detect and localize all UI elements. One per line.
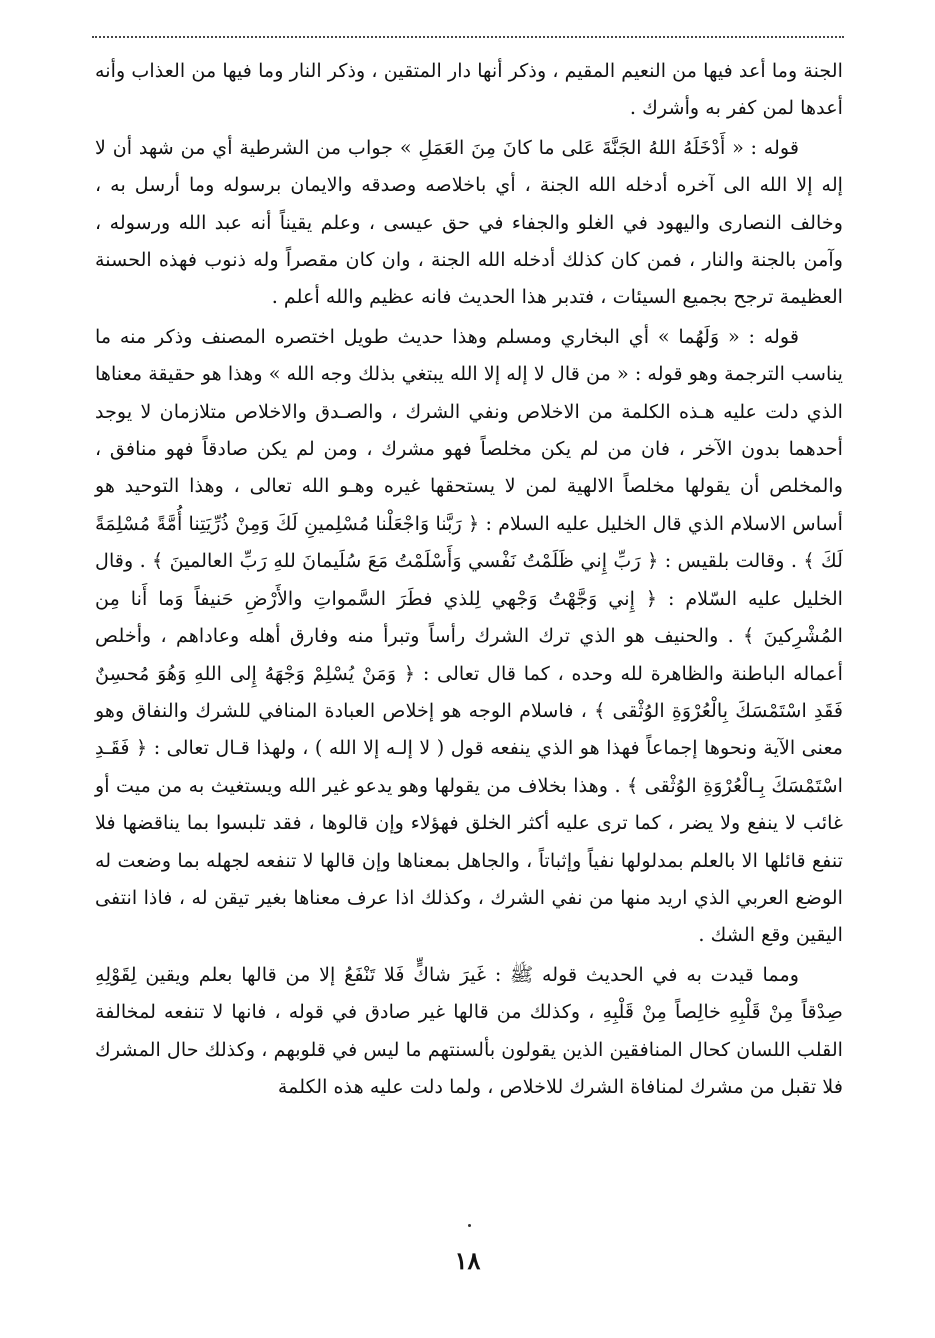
paragraph-continuation: الجنة وما أعد فيها من النعيم المقيم ، وذكر أنها دار المتقين ، وذكر النار وما فيها من العذاب وأنه أعدها لمن كفر به وأشرك .: [95, 59, 843, 120]
footer-dot: [468, 1224, 471, 1227]
paragraph-commentary-2: قوله : « وَلَهُما » أي البخاري ومسلم وهذا حديث طويل اختصره المصنف وذكر منه ما يناسب الترجمة وهو قوله : « من قال لا إله إلا الله يبتغي بذلك وجه الله » وهذا هو حقيقة معناها الذي دلت عليه هـذه الكلمة من الاخلاص ونفي الشرك ، والصـدق والاخلاص متلازمان لا يوجد أحدهما بدون الآخر ، فان من لم يكن مخلصاً فهو مشرك ، ومن لم يكن صادقاً فهو منافق ، والمخلص أن يقولها مخلصاً الالهية لمن لا يستحقها غيره وهـو الله تعالى ، وهذا التوحيد هو أساس الاسلام الذي قال الخليل عليه السلام : ﴿ رَبَّنا وَاجْعَلْنا مُسْلِمينِ لَكَ وَمِنْ ذُرِّيَتِنا أُمَّةً مُسْلِمَةً لَكَ ﴾ . وقالت بلقيس : ﴿ رَبِّ إِني ظَلَمْتُ نَفْسي وَأَسْلَمْتُ مَعَ سُلَيمانَ للهِ رَبِّ العالمينَ ﴾ . وقال الخليل عليه السّلام : ﴿ إِني وَجَّهْتُ وَجْهي لِلذي فطَرَ السَّمواتِ والأَرْضِ حَنيفاً وَما أَنا مِن المُشْرِكينَ ﴾ . والحنيف هو الذي ترك الشرك رأساً وتبرأ منه وفارق أهله وعاداهم ، وأخلص أعماله الباطنة والظاهرة لله وحده ، كما قال تعالى : ﴿ وَمَنْ يُسْلِمْ وَجْهَهُ إِلى اللهِ وَهُوَ مُحسِنٌ فَقَدِ اسْتَمْسَكَ بِالْعُرْوَةِ الوُثْقى ﴾ ، فاسلام الوجه هو إخلاص العبادة المنافي للشرك والنفاق وهو معنى الآية ونحوها إجماعاً فهذا هو الذي ينفعه قول ( لا إلـه إلا الله ) ، ولهذا قـال تعالى : ﴿ فَقَـدِ اسْتَمْسَكَ بِـالْعُرْوَةِ الوُثْقى ﴾ . وهذا بخلاف من يقولها وهو يدعو غير الله ويستغيث به من ميت أو غائب لا ينفع ولا يضر ، كما ترى عليه أكثر الخلق فهؤلاء وإن قالوها ، فقد تلبسوا بما يناقضها فلا تنفع قائلها الا بالعلم بمدلولها نفياً وإثباتاً ، والجاهل بمعناها وإن قالها لا تنفعه لجهله بما وضعت له الوضع العربي الذي اريد منها من نفي الشرك ، وكذلك اذا عرف معناها بغير تيقن له ، فاذا انتفى اليقين وقع الشك .: [95, 324, 843, 947]
header-dotted-rule: [92, 36, 844, 38]
body-text: [95, 52, 843, 1105]
page-number: ١٨: [454, 1246, 481, 1275]
paragraph-commentary-1: قوله : « أَدْخَلَهُ اللهُ الجَنَّةَ عَلى ما كانَ مِنَ العَمَلِ » جواب من الشرطية أي من شهد أن لا إله إلا الله الى آخره أدخله الله الجنة ، أي باخلاصه وصدقه والايمان برسوله وما أرسل به ، وخالف النصارى واليهود في الغلو والجفاء في حق عيسى ، وعلم يقيناً أنه عبد الله ورسوله ، وآمن بالجنة والنار ، فمن كان كذلك أدخله الله الجنة ، وان كان مقصراً وله ذنوب فهذه الحسنة العظيمة ترجح بجميع السيئات ، فتدبر هذا الحديث فانه عظيم والله أعلم .: [95, 135, 843, 309]
paragraph-commentary-3: ومما قيدت به في الحديث قوله ﷺ : غَيرَ شاكٍّ فَلا تَنْفَعُ إلا من قالها بعلم ويقين لِقَوْلِهِ صِدْقاً مِنْ قَلْبِهِ خالِصاً مِنْ قَلْبِهِ ، وكذلك من قالها غير صادق في قوله ، فانها لا تنفعه لمخالفة القلب اللسان كحال المنافقين الذين يقولون بألسنتهم ما ليس في قلوبهم ، وكذلك حال المشرك فلا تقبل من مشرك لمنافاة الشرك للاخلاص ، ولما دلت عليه هذه الكلمة: [95, 962, 843, 1098]
